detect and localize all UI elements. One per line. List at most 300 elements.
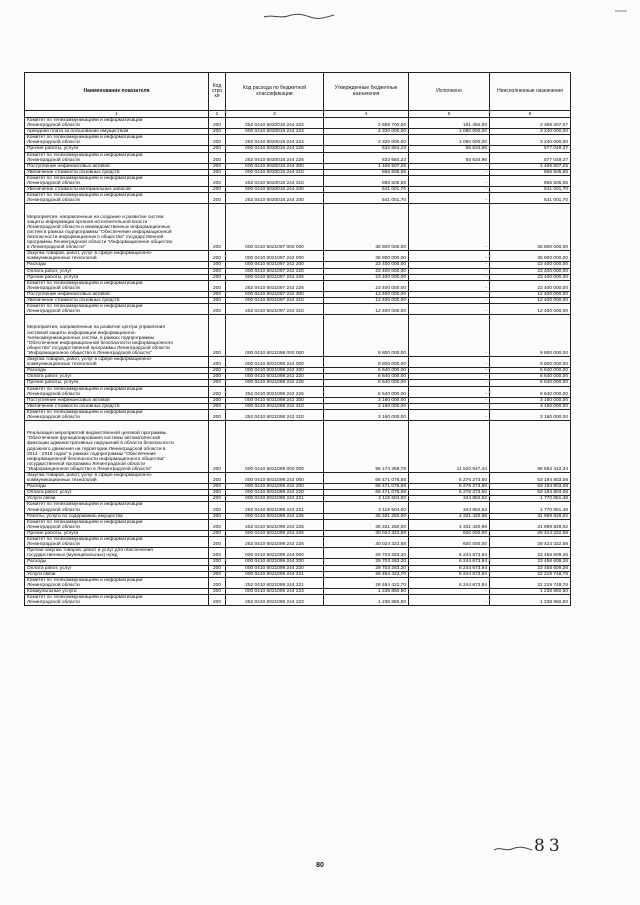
row-expense-code: 252 0410 6020016 244 310 xyxy=(226,175,324,186)
row-name: Оплата работ, услуг xyxy=(25,374,209,380)
row-line-code: 200 xyxy=(209,571,226,577)
row-line-code: 200 xyxy=(209,519,226,530)
row-line-code: 200 xyxy=(209,490,226,496)
row-approved: 35 800 000,00 xyxy=(324,251,409,262)
row-approved: 30 024 322,58 xyxy=(324,537,409,548)
row-name: Оплата работ, услуг xyxy=(25,268,209,274)
row-line-code: 200 xyxy=(209,496,226,502)
row-approved: 3 160 000,00 xyxy=(324,397,409,403)
row-expense-code: 000 0410 6021099 242 221 xyxy=(226,496,324,502)
row-unexecuted: 29 424 322,58 xyxy=(490,537,571,548)
row-executed: - xyxy=(409,304,490,315)
row-expense-code: 000 0410 6020016 244 300 xyxy=(226,163,324,169)
row-line-code: 200 xyxy=(209,135,226,146)
row-expense-code: 252 0410 6021099 242 221 xyxy=(226,502,324,513)
row-unexecuted: 31 999 829,02 xyxy=(490,519,571,530)
row-executed: - xyxy=(409,357,490,368)
row-approved: 3 160 000,00 xyxy=(324,403,409,409)
header-approved: Утвержденные бюджетные назначения xyxy=(324,73,409,111)
row-name: Расходы xyxy=(25,559,209,565)
row-unexecuted: 35 800 000,00 xyxy=(490,251,571,262)
row-approved: 28 464 422,70 xyxy=(324,577,409,588)
table-row xyxy=(25,280,571,291)
row-expense-code: 000 0410 6021099 242 226 xyxy=(226,530,324,536)
row-line-code: 200 xyxy=(209,397,226,403)
row-executed: 191 492,93 xyxy=(409,118,490,129)
row-executed: - xyxy=(409,588,490,594)
row-executed: 6 244 673,94 xyxy=(409,571,490,577)
row-executed: - xyxy=(409,409,490,420)
row-name: Прочие работы, услуги xyxy=(25,530,209,536)
row-name: Расходы xyxy=(25,368,209,374)
table-row xyxy=(25,473,571,484)
row-executed: 5 276 273,50 xyxy=(409,484,490,490)
row-approved: 12 400 000,00 xyxy=(324,298,409,304)
row-executed: 5 276 273,50 xyxy=(409,473,490,484)
table-row xyxy=(25,386,571,397)
row-unexecuted: 1 238 860,50 xyxy=(490,588,571,594)
row-executed: - xyxy=(409,193,490,204)
row-line-code: 200 xyxy=(209,409,226,420)
row-unexecuted: 2 368 207,07 xyxy=(490,118,571,129)
row-unexecuted: 29 424 322,58 xyxy=(490,530,571,536)
row-name: Реализация мероприятий ведомственной целевой программы "Обеспечение функционирования системы автоматической фиксации административных нарушений в области безопасности дорожного движения на территории Ленинградской области в 2014 - 2016 годах" в рамках подпрограммы "Обеспечение информационной безопасности информационного общества" государственной программы Ленинградской области "Информационное общество в Ленинградской области" xyxy=(25,421,209,473)
row-line-code: 200 xyxy=(209,163,226,169)
table-row xyxy=(25,519,571,530)
row-executed: 600 000,00 xyxy=(409,537,490,548)
row-line-code: 200 xyxy=(209,291,226,297)
row-line-code: 200 xyxy=(209,274,226,280)
row-unexecuted: 1 770 651,48 xyxy=(490,502,571,513)
row-expense-code: 000 0410 6021098 000 000 xyxy=(226,315,324,357)
row-name: Поступление нефинансовых активов xyxy=(25,397,209,403)
header-unexecuted: Неисполненные назначения xyxy=(490,73,571,111)
row-approved: 36 331 250,00 xyxy=(324,519,409,530)
row-name: Оплата работ, услуг xyxy=(25,490,209,496)
row-executed: 5 276 273,50 xyxy=(409,490,490,496)
row-line-code: 200 xyxy=(209,169,226,175)
row-expense-code: 252 0410 6021097 242 226 xyxy=(226,280,324,291)
handwritten-sheet-number: 83 xyxy=(534,836,564,856)
row-executed: - xyxy=(409,397,490,403)
row-line-code: 200 xyxy=(209,374,226,380)
row-expense-code: 252 0410 6020016 244 226 xyxy=(226,152,324,163)
row-name: Поступление нефинансовых активов xyxy=(25,291,209,297)
row-expense-code: 000 0410 6021099 244 220 xyxy=(226,565,324,571)
row-expense-code: 000 0410 6021099 244 000 xyxy=(226,548,324,559)
row-name: Комитет по телекоммуникациям и информатизации Ленинградской области xyxy=(25,502,209,513)
row-unexecuted: 23 400 000,00 xyxy=(490,274,571,280)
row-line-code: 200 xyxy=(209,175,226,186)
margin-mark xyxy=(614,8,628,14)
row-executed: - xyxy=(409,262,490,268)
row-approved: 23 400 000,00 xyxy=(324,274,409,280)
row-approved: 541 001,70 xyxy=(324,187,409,193)
header-expense-code: Код расхода по бюджетной классификации xyxy=(226,73,324,111)
row-line-code: 200 xyxy=(209,251,226,262)
handwritten-mark xyxy=(492,844,534,854)
row-executed: - xyxy=(409,175,490,186)
row-executed: 1 080 000,00 xyxy=(409,135,490,146)
row-approved: 68 471 076,58 xyxy=(324,484,409,490)
row-executed: - xyxy=(409,291,490,297)
row-unexecuted: 63 194 803,08 xyxy=(490,484,571,490)
row-name: Комитет по телекоммуникациям и информатизации Ленинградской области xyxy=(25,193,209,204)
row-approved: 632 684,23 xyxy=(324,152,409,163)
row-expense-code: 000 0410 6021097 242 310 xyxy=(226,298,324,304)
row-approved: 865 505,55 xyxy=(324,175,409,186)
row-executed: 6 244 673,94 xyxy=(409,559,490,565)
row-approved: 98 174 359,78 xyxy=(324,421,409,473)
handwritten-mark xyxy=(262,12,336,20)
row-line-code: 200 xyxy=(209,565,226,571)
row-executed: - xyxy=(409,274,490,280)
row-expense-code: 000 0410 6021099 242 200 xyxy=(226,484,324,490)
row-unexecuted: 63 194 803,08 xyxy=(490,490,571,496)
table-row xyxy=(25,409,571,420)
row-unexecuted: 3 160 000,00 xyxy=(490,409,571,420)
row-executed: 55 634,96 xyxy=(409,152,490,163)
row-name: Расходы xyxy=(25,262,209,268)
row-expense-code: 000 0410 6021098 242 310 xyxy=(226,403,324,409)
row-expense-code: 000 0410 6021098 242 220 xyxy=(226,374,324,380)
row-unexecuted: 6 640 000,00 xyxy=(490,386,571,397)
row-approved: 68 471 076,58 xyxy=(324,490,409,496)
row-approved: 23 400 000,00 xyxy=(324,268,409,274)
row-approved: 36 331 250,00 xyxy=(324,513,409,519)
row-approved: 6 640 000,00 xyxy=(324,386,409,397)
row-expense-code: 000 0410 6021099 242 220 xyxy=(226,490,324,496)
row-expense-code: 000 0410 6021099 244 223 xyxy=(226,588,324,594)
row-unexecuted: 6 640 000,00 xyxy=(490,380,571,386)
row-executed: 1 080 000,00 xyxy=(409,129,490,135)
row-unexecuted: 9 800 000,00 xyxy=(490,357,571,368)
row-expense-code: 000 0410 6021097 242 300 xyxy=(226,291,324,297)
row-name: Закупка товаров, работ, услуг в сфере информационно- коммуникационных технологий xyxy=(25,251,209,262)
row-executed: - xyxy=(409,386,490,397)
table-row xyxy=(25,304,571,315)
row-line-code: 200 xyxy=(209,368,226,374)
row-line-code: 200 xyxy=(209,298,226,304)
row-approved: 29 703 283,20 xyxy=(324,548,409,559)
column-index: 1 xyxy=(25,111,209,118)
row-line-code: 200 xyxy=(209,187,226,193)
table-row xyxy=(25,502,571,513)
row-unexecuted: 23 458 609,26 xyxy=(490,565,571,571)
row-name: Услуги связи xyxy=(25,571,209,577)
row-expense-code: 000 0410 6021097 000 000 xyxy=(226,204,324,251)
row-approved: 865 505,55 xyxy=(324,169,409,175)
row-approved: 12 400 000,00 xyxy=(324,304,409,315)
row-approved: 9 800 000,00 xyxy=(324,315,409,357)
row-approved: 1 406 507,25 xyxy=(324,163,409,169)
header-name: Наименование показателя xyxy=(25,73,209,111)
row-approved: 23 400 000,00 xyxy=(324,262,409,268)
row-approved: 6 640 000,00 xyxy=(324,374,409,380)
row-expense-code: 000 0410 6021097 242 000 xyxy=(226,251,324,262)
row-approved: 29 703 283,20 xyxy=(324,565,409,571)
row-unexecuted: 22 219 748,76 xyxy=(490,571,571,577)
row-expense-code: 000 0410 6021098 242 226 xyxy=(226,380,324,386)
row-expense-code: 000 0410 6021099 244 221 xyxy=(226,571,324,577)
row-approved: 541 001,70 xyxy=(324,193,409,204)
row-unexecuted: 1 406 507,25 xyxy=(490,163,571,169)
row-name: Закупка товаров, работ, услуг в сфере информационно- коммуникационных технологий xyxy=(25,473,209,484)
row-line-code: 200 xyxy=(209,152,226,163)
row-unexecuted: 1 770 651,48 xyxy=(490,496,571,502)
row-unexecuted: 22 219 748,76 xyxy=(490,577,571,588)
row-line-code: 200 xyxy=(209,594,226,605)
row-expense-code: 000 0410 6021098 242 300 xyxy=(226,397,324,403)
row-line-code: 200 xyxy=(209,421,226,473)
row-approved: 2 115 504,00 xyxy=(324,496,409,502)
row-name: Мероприятия, направленные на развитие центра управления системой защиты информации информационно- телекоммуникационных систем, в рамках подпрограммы "Обеспечение информационной безопасности информационного общества" государственной программы Ленинградской области "Информационное общество в Ленинградской области" xyxy=(25,315,209,357)
row-unexecuted: 1 238 860,50 xyxy=(490,594,571,605)
row-approved: 2 115 504,00 xyxy=(324,502,409,513)
row-expense-code: 000 0410 6020016 244 226 xyxy=(226,146,324,152)
row-name: Оплата работ, услуг xyxy=(25,565,209,571)
row-expense-code: 000 0410 6021097 242 226 xyxy=(226,274,324,280)
row-expense-code: 252 0410 6021099 242 226 xyxy=(226,537,324,548)
row-approved: 632 684,23 xyxy=(324,146,409,152)
table-row xyxy=(25,537,571,548)
row-expense-code: 252 0410 6021097 242 310 xyxy=(226,304,324,315)
row-expense-code: 000 0410 6021099 244 200 xyxy=(226,559,324,565)
row-expense-code: 000 0410 6021098 242 000 xyxy=(226,357,324,368)
column-index: 6 xyxy=(490,111,571,118)
row-unexecuted: 6 640 000,00 xyxy=(490,368,571,374)
row-unexecuted: 23 458 609,26 xyxy=(490,548,571,559)
row-name: Прочие работы, услуги xyxy=(25,380,209,386)
column-index: 3 xyxy=(226,111,324,118)
row-approved: 29 703 283,20 xyxy=(324,559,409,565)
row-name: Услуги связи xyxy=(25,496,209,502)
budget-execution-table xyxy=(24,72,571,606)
row-line-code: 200 xyxy=(209,513,226,519)
table-body xyxy=(25,118,571,606)
row-executed: 4 331 420,98 xyxy=(409,513,490,519)
row-name: Поступление нефинансовых активов xyxy=(25,163,209,169)
row-unexecuted: 12 400 000,00 xyxy=(490,291,571,297)
row-approved: 6 640 000,00 xyxy=(324,380,409,386)
row-unexecuted: 63 194 803,08 xyxy=(490,473,571,484)
row-expense-code: 252 0410 6020016 244 224 xyxy=(226,135,324,146)
row-executed: 11 520 947,44 xyxy=(409,421,490,473)
row-unexecuted: 12 400 000,00 xyxy=(490,304,571,315)
row-unexecuted: 23 400 000,00 xyxy=(490,262,571,268)
row-approved: 4 320 000,00 xyxy=(324,135,409,146)
row-approved: 1 238 860,50 xyxy=(324,588,409,594)
row-executed: 600 000,00 xyxy=(409,530,490,536)
row-name: Комитет по телекоммуникациям и информатизации Ленинградской области xyxy=(25,135,209,146)
row-name: Комитет по телекоммуникациям и информатизации Ленинградской области xyxy=(25,118,209,129)
row-line-code: 200 xyxy=(209,380,226,386)
table-row xyxy=(25,152,571,163)
table-row xyxy=(25,315,571,357)
row-expense-code: 252 0410 6021099 244 221 xyxy=(226,577,324,588)
row-approved: 30 024 322,58 xyxy=(324,530,409,536)
row-expense-code: 252 0410 6020016 244 222 xyxy=(226,118,324,129)
row-unexecuted: 3 160 000,00 xyxy=(490,403,571,409)
row-line-code: 200 xyxy=(209,548,226,559)
row-line-code: 200 xyxy=(209,559,226,565)
row-executed: - xyxy=(409,187,490,193)
row-line-code: 200 xyxy=(209,484,226,490)
row-unexecuted: 31 999 829,02 xyxy=(490,513,571,519)
row-approved: 35 800 000,00 xyxy=(324,204,409,251)
row-name: Расходы xyxy=(25,484,209,490)
row-line-code: 200 xyxy=(209,280,226,291)
row-expense-code: 000 0410 6020016 244 340 xyxy=(226,187,324,193)
row-unexecuted: 6 640 000,00 xyxy=(490,374,571,380)
row-name: Комитет по телекоммуникациям и информатизации Ленинградской области xyxy=(25,152,209,163)
row-approved: 1 238 860,50 xyxy=(324,594,409,605)
row-line-code: 200 xyxy=(209,262,226,268)
row-unexecuted: 23 400 000,00 xyxy=(490,280,571,291)
column-index: 5 xyxy=(409,111,490,118)
row-name: Комитет по телекоммуникациям и информатизации Ленинградской области xyxy=(25,280,209,291)
row-name: Мероприятия, направленные на создание и развитие систем защиты информации органов исполнительной власти Ленинградской области и межведомственных информационных систем в рамках подпрограммы "Обеспечение информационной безопасности информационного общества" государственной программы Ленинградской области "Информационное общество в Ленинградской области" xyxy=(25,204,209,251)
row-line-code: 200 xyxy=(209,537,226,548)
row-line-code: 200 xyxy=(209,386,226,397)
row-approved: 4 320 000,00 xyxy=(324,129,409,135)
row-unexecuted: 865 505,55 xyxy=(490,175,571,186)
row-name: Прочие работы, услуги xyxy=(25,274,209,280)
row-line-code: 200 xyxy=(209,129,226,135)
row-expense-code: 000 0410 6020016 244 224 xyxy=(226,129,324,135)
row-expense-code: 000 0410 6021098 242 200 xyxy=(226,368,324,374)
row-name: Комитет по телекоммуникациям и информатизации Ленинградской области xyxy=(25,409,209,420)
row-expense-code: 000 0410 6021097 242 200 xyxy=(226,262,324,268)
row-unexecuted: 541 001,70 xyxy=(490,187,571,193)
row-line-code: 200 xyxy=(209,403,226,409)
row-executed: 6 244 673,94 xyxy=(409,565,490,571)
row-expense-code: 252 0410 6021098 242 310 xyxy=(226,409,324,420)
column-index: 4 xyxy=(324,111,409,118)
row-name: Арендная плата за пользование имуществом xyxy=(25,129,209,135)
table-row xyxy=(25,577,571,588)
row-line-code: 200 xyxy=(209,193,226,204)
row-unexecuted: 12 400 000,00 xyxy=(490,298,571,304)
row-expense-code: 000 0410 6021099 242 000 xyxy=(226,473,324,484)
table-row xyxy=(25,135,571,146)
row-executed: - xyxy=(409,298,490,304)
row-executed: - xyxy=(409,251,490,262)
row-expense-code: 000 0410 6021097 242 220 xyxy=(226,268,324,274)
table-header-row xyxy=(25,73,571,111)
row-expense-code: 000 0410 6020016 244 310 xyxy=(226,169,324,175)
row-line-code: 200 xyxy=(209,268,226,274)
row-name: Прочие работы, услуги xyxy=(25,146,209,152)
row-executed: - xyxy=(409,380,490,386)
row-unexecuted: 541 001,70 xyxy=(490,193,571,204)
table-row xyxy=(25,594,571,605)
row-line-code: 200 xyxy=(209,304,226,315)
row-name: Увеличение стоимости основных средств xyxy=(25,298,209,304)
row-expense-code: 000 0410 6021099 242 225 xyxy=(226,513,324,519)
row-line-code: 200 xyxy=(209,204,226,251)
row-unexecuted: 23 458 609,26 xyxy=(490,559,571,565)
row-expense-code: 000 0410 6021099 000 000 xyxy=(226,421,324,473)
row-unexecuted: 3 240 000,00 xyxy=(490,129,571,135)
row-name: Комитет по телекоммуникациям и информатизации Ленинградской области xyxy=(25,304,209,315)
row-name: Комитет по телекоммуникациям и информатизации Ленинградской области xyxy=(25,175,209,186)
row-name: Комитет по телекоммуникациям и информатизации Ленинградской области xyxy=(25,386,209,397)
row-approved: 23 400 000,00 xyxy=(324,280,409,291)
row-executed: 4 331 420,98 xyxy=(409,519,490,530)
row-expense-code: 252 0410 6021099 244 223 xyxy=(226,594,324,605)
row-line-code: 200 xyxy=(209,118,226,129)
row-executed: - xyxy=(409,163,490,169)
table-row xyxy=(25,175,571,186)
row-approved: 6 640 000,00 xyxy=(324,368,409,374)
row-approved: 28 464 422,70 xyxy=(324,571,409,577)
row-name: Закупка товаров, работ, услуг в сфере информационно- коммуникационных технологий xyxy=(25,357,209,368)
row-approved: 2 559 700,00 xyxy=(324,118,409,129)
row-name: Комитет по телекоммуникациям и информатизации Ленинградской области xyxy=(25,537,209,548)
table-row xyxy=(25,548,571,559)
row-executed: - xyxy=(409,204,490,251)
row-name: Прочая закупка товаров, работ и услуг для обеспечения государственных (муниципальных) нужд xyxy=(25,548,209,559)
row-executed: - xyxy=(409,368,490,374)
row-executed: - xyxy=(409,280,490,291)
row-line-code: 200 xyxy=(209,530,226,536)
header-executed: Исполнено xyxy=(409,73,490,111)
table-row xyxy=(25,204,571,251)
row-unexecuted: 35 800 000,00 xyxy=(490,204,571,251)
column-index: 2 xyxy=(209,111,226,118)
row-unexecuted: 23 400 000,00 xyxy=(490,268,571,274)
row-unexecuted: 9 800 000,00 xyxy=(490,315,571,357)
row-name: Работы, услуги по содержанию имущества xyxy=(25,513,209,519)
row-name: Коммунальные услуги xyxy=(25,588,209,594)
row-name: Комитет по телекоммуникациям и информатизации Ленинградской области xyxy=(25,577,209,588)
table-row xyxy=(25,357,571,368)
header-line-code: Код стро ки xyxy=(209,73,226,111)
table-row xyxy=(25,193,571,204)
table-row xyxy=(25,251,571,262)
row-line-code: 200 xyxy=(209,588,226,594)
row-line-code: 200 xyxy=(209,502,226,513)
row-executed: 55 634,96 xyxy=(409,146,490,152)
row-executed: 6 244 673,94 xyxy=(409,577,490,588)
row-approved: 3 160 000,00 xyxy=(324,409,409,420)
row-line-code: 200 xyxy=(209,315,226,357)
row-name: Увеличение стоимости основных средств xyxy=(25,169,209,175)
row-line-code: 200 xyxy=(209,577,226,588)
row-approved: 12 400 000,00 xyxy=(324,291,409,297)
table-row xyxy=(25,118,571,129)
page-number: 80 xyxy=(316,862,324,869)
row-line-code: 200 xyxy=(209,473,226,484)
row-unexecuted: 577 049,27 xyxy=(490,146,571,152)
row-expense-code: 252 0410 6021098 242 226 xyxy=(226,386,324,397)
row-executed: - xyxy=(409,315,490,357)
row-expense-code: 252 0410 6020016 244 340 xyxy=(226,193,324,204)
row-unexecuted: 577 049,27 xyxy=(490,152,571,163)
column-index-row xyxy=(25,111,571,118)
row-unexecuted: 3 240 000,00 xyxy=(490,135,571,146)
row-executed: - xyxy=(409,169,490,175)
row-name: Комитет по телекоммуникациям и информатизации Ленинградской области xyxy=(25,594,209,605)
row-executed: - xyxy=(409,374,490,380)
row-executed: - xyxy=(409,403,490,409)
row-line-code: 200 xyxy=(209,357,226,368)
row-line-code: 200 xyxy=(209,146,226,152)
row-unexecuted: 86 653 412,34 xyxy=(490,421,571,473)
row-unexecuted: 3 160 000,00 xyxy=(490,397,571,403)
row-executed: 344 852,52 xyxy=(409,496,490,502)
